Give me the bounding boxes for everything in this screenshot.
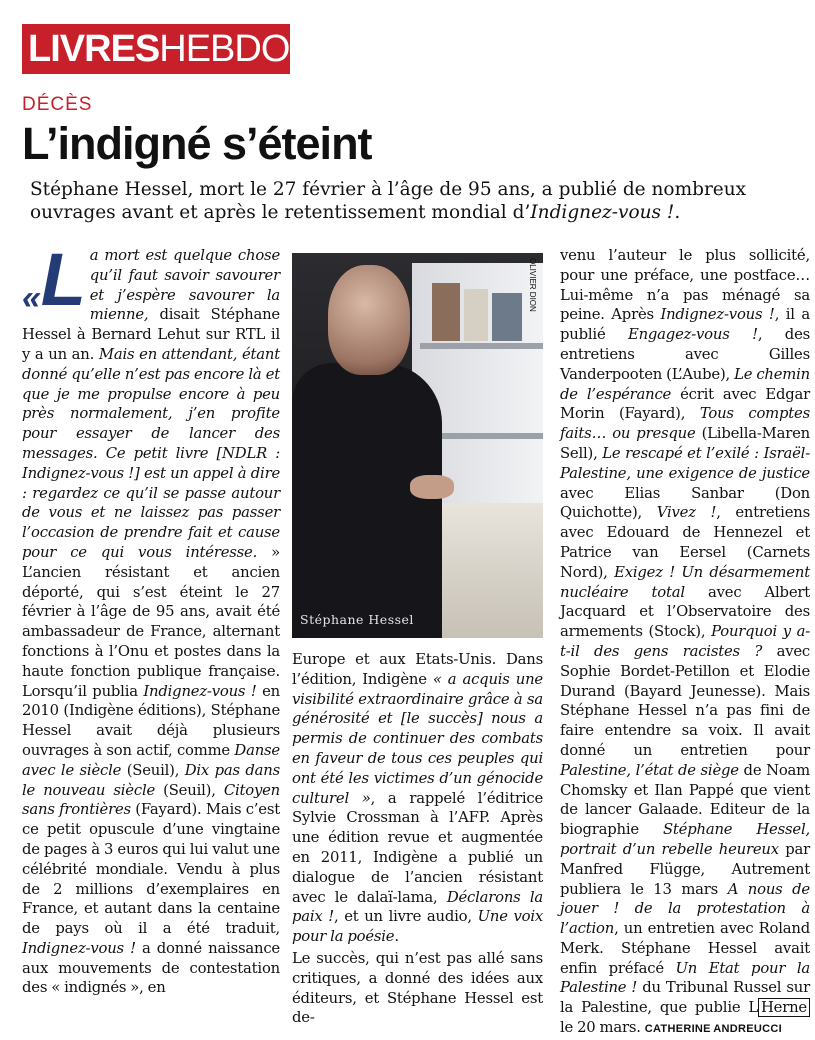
book-title: Danse avec le siècle bbox=[22, 741, 280, 779]
text-run: écrit avec Edgar Morin (Fayard), bbox=[560, 385, 810, 423]
book-title: Un Etat pour la Palestine ! bbox=[560, 959, 810, 997]
text-run: » L’ancien résistant et ancien déporté, qui s’est éteint le 27 février à l’âge de 95 ans, avait été ambassadeur de France, alternant fonctions à l’Onu et postes dans la haute fonction publique française. Lorsqu’il publia bbox=[22, 543, 281, 700]
article-column-1 bbox=[22, 238, 281, 998]
quote-opening: a mort est quelque chose qu’il faut savoir savourer et j’espère savourer la mienne, bbox=[89, 247, 280, 324]
author-signature: CATHERINE ANDREUCCI bbox=[644, 1023, 782, 1036]
book-title: Une voix pour la poésie bbox=[292, 908, 543, 946]
book bbox=[464, 289, 488, 341]
text-run: , et un livre audio, bbox=[334, 908, 478, 926]
text-run: , entretiens avec Edouard de Hennezel et Patrice van Eersel (Carnets Nord), bbox=[560, 504, 810, 581]
text-run: (Fayard). Mais c’est ce petit opuscule d’une vingtaine de pages à 3 euros qui lui valut une célébrité mondiale. Vendu à plus de 2 millions d’exemplaires en France, et autant dans la centaine de pays où il a été traduit, bbox=[22, 801, 281, 938]
paragraph: Le succès, qui n’est pas allé sans critiques, a donné des idées aux éditeurs, et Stéphane Hessel est de- bbox=[292, 949, 543, 1027]
section-label: DÉCÈS bbox=[22, 94, 93, 115]
book-title: Pourquoi y a-t-il des gens racistes ? bbox=[560, 623, 810, 660]
person-head bbox=[328, 265, 410, 375]
photo-caption: Stéphane Hessel bbox=[300, 612, 414, 627]
book-title: Le chemin de l’espérance bbox=[560, 365, 810, 403]
text-run: le 20 mars. bbox=[560, 1019, 645, 1037]
text-run: (Seuil), bbox=[121, 761, 185, 779]
book bbox=[492, 293, 522, 341]
text-run: Europe et aux Etats-Unis. Dans l’édition, Indigène bbox=[292, 651, 543, 688]
text-run: avec Albert Jacquard et l’Observatoire des armements (Stock), bbox=[560, 583, 810, 641]
book-title: Dix pas dans le nouveau siècle bbox=[22, 761, 280, 799]
photo-stephane-hessel bbox=[292, 253, 543, 638]
logo-part-livres: LIVRES bbox=[28, 27, 160, 70]
book-title: Engagez-vous ! bbox=[627, 326, 758, 344]
book-title: A nous de jouer ! de la protestation à l’action bbox=[560, 880, 810, 938]
text-run: avec Sophie Bordet-Petillon et Elodie Durand (Bayard Jeunesse). Mais Stéphane Hessel n’a pas fini de faire entendre sa voix. Il avait donné un entretien pour bbox=[560, 642, 810, 759]
text-run: avec Elias Sanbar (Don Quichotte), bbox=[560, 484, 810, 522]
drop-cap bbox=[22, 238, 86, 321]
text-run: venu l’auteur le plus sollicité, pour une préface, une postface… Lui-même n’a pas ménagé sa peine. Après bbox=[560, 247, 810, 324]
text-run: par Manfred Flügge, Autrement publiera le 13 mars bbox=[560, 840, 810, 898]
logo-part-hebdo: HEBDO bbox=[159, 27, 290, 70]
publisher-quote: « a acquis une visibilité extraordinaire grâce à sa générosité et [le succès] nous a permis de continuer des combats en faveur de tous ces peuples qui ont été les victimes d’un génocide culturel » bbox=[292, 670, 543, 807]
text-run: en 2010 (Indigène éditions), Stéphane Hessel avait déjà plusieurs ouvrages à son actif, comme bbox=[22, 682, 281, 759]
book-title: Indignez-vous ! bbox=[143, 682, 257, 700]
text-run: (Libella-Maren Sell), bbox=[560, 425, 810, 462]
book-title: Palestine, l’état de siège bbox=[560, 761, 739, 779]
book-title: Indignez-vous ! bbox=[660, 306, 775, 324]
shelf-board bbox=[420, 343, 543, 349]
article-column-2 bbox=[292, 650, 543, 1028]
person-hand bbox=[410, 475, 454, 499]
article-column-3 bbox=[560, 246, 810, 1040]
text-run: . bbox=[394, 928, 399, 946]
text-run: de Noam Chomsky et Ilan Pappé que vient de lancer Galaade. Editeur de la biographie bbox=[560, 761, 810, 839]
text-run: du Tribunal Russel sur la Palestine, que publie L bbox=[560, 979, 810, 1017]
standfirst-book-title: Indignez-vous ! bbox=[530, 202, 675, 223]
book-title: Stéphane Hessel, portrait d’un rebelle heureux bbox=[560, 821, 810, 858]
text-run: , un entretien avec Roland Merk. Stéphane Hessel avait enfin préfacé bbox=[560, 920, 810, 977]
text-run: a donné naissance aux mouvements de contestation des « indignés », en bbox=[22, 939, 280, 997]
standfirst-end: . bbox=[674, 202, 681, 223]
publisher-name-boxed: Herne bbox=[758, 998, 810, 1017]
book-title: Exigez ! Un désarmement nucléaire total bbox=[560, 563, 810, 601]
book-title: Indignez-vous ! bbox=[22, 939, 136, 957]
article-title: L’indigné s’éteint bbox=[22, 118, 372, 169]
book bbox=[432, 283, 460, 341]
book-title: Tous comptes faits… ou presque bbox=[560, 405, 810, 443]
text-run: disait Stéphane Hessel à Bernard Lehut sur RTL il y a un an. bbox=[22, 306, 280, 363]
drop-cap-letter: L bbox=[40, 238, 86, 321]
drop-cap-quote: « bbox=[22, 279, 41, 317]
text-run: , a rappelé l’éditrice Sylvie Crossman à l’AFP. Après une édition revue et augmentée en 2011, Indigène a publié un dialogue de l’ancien résistant avec le dalaï-lama, bbox=[292, 789, 543, 906]
text-run: (Seuil), bbox=[155, 781, 224, 799]
standfirst-text: Stéphane Hessel, mort le 27 février à l’âge de 95 ans, a publié de nombreux ouvrages avant et après le retentissement mondial d’ bbox=[30, 179, 747, 223]
text-run: , il a publié bbox=[560, 306, 810, 344]
book-title: Le rescapé et l’exilé : Israël-Palestine, une exigence de justice bbox=[560, 444, 810, 482]
book-title: Citoyen sans frontières bbox=[22, 781, 280, 819]
person-body bbox=[292, 363, 442, 638]
livres-hebdo-logo bbox=[22, 24, 290, 74]
photo-credit: OLIVIER DION bbox=[528, 258, 537, 312]
book-title: Déclarons la paix ! bbox=[292, 888, 543, 926]
standfirst bbox=[30, 178, 810, 224]
text-run: , des entretiens avec Gilles Vanderpooten (L’Aube), bbox=[560, 326, 811, 383]
book-title: Vivez ! bbox=[656, 504, 717, 522]
quote-continued: Mais en attendant, étant donné qu’elle n’est pas encore là et que je me propulse encore à peu près normalement, j’en profite pour essayer de lancer des messages. Ce petit livre [NDLR : Indignez-vous !] est un appel à dire : regardez ce qu’il se passe autour de vous et ne laissez pas passer l’occasion de prendre fait et cause pour ce qui vous intéresse. bbox=[22, 345, 280, 561]
